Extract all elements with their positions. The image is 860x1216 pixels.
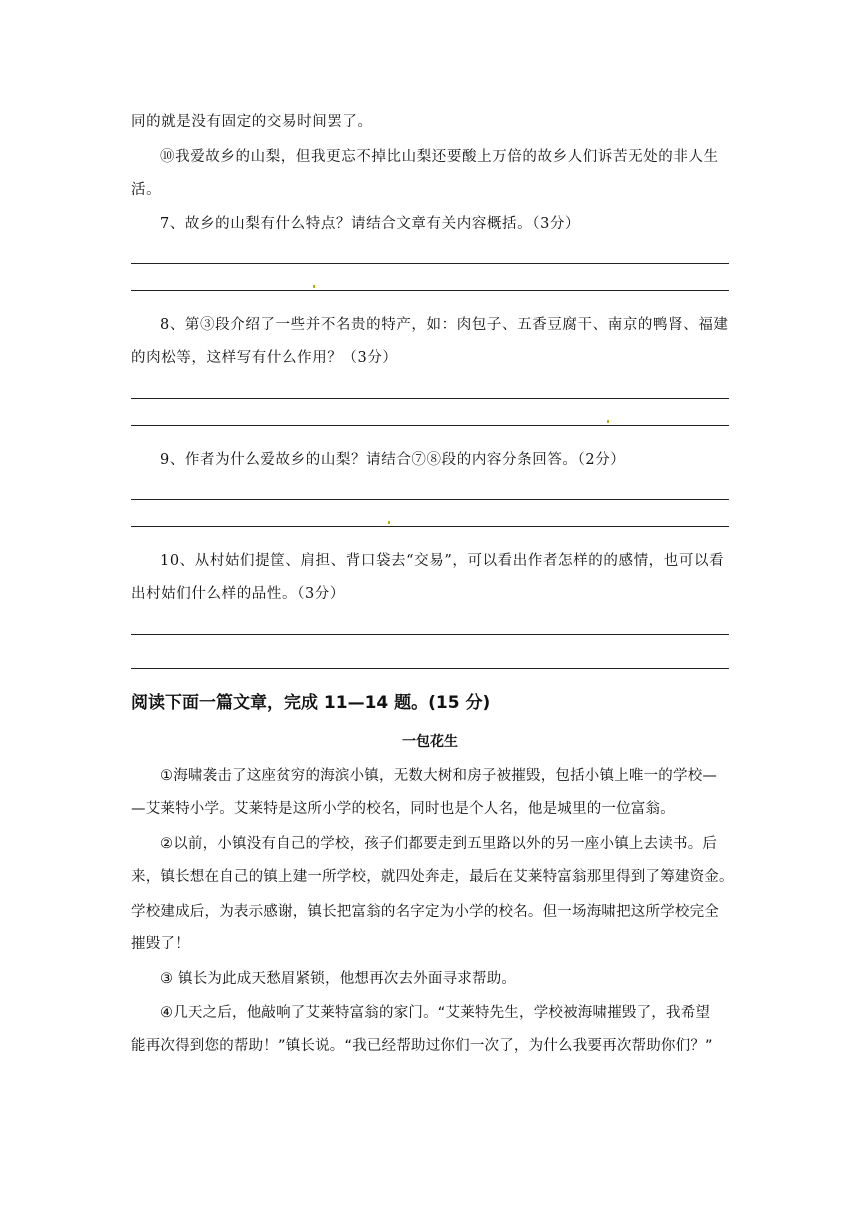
answer-line[interactable] bbox=[131, 526, 729, 527]
story-line: —艾莱特小学。艾莱特是这所小学的校名，同时也是个人名，他是城里的一位富翁。 bbox=[131, 801, 675, 817]
answer-line[interactable] bbox=[131, 398, 729, 399]
answer-line[interactable] bbox=[131, 290, 729, 291]
answer-line[interactable] bbox=[131, 263, 729, 264]
answer-line[interactable] bbox=[131, 668, 729, 669]
answer-line[interactable] bbox=[131, 499, 729, 500]
speck-mark bbox=[388, 521, 390, 524]
question-8: 8、第③段介绍了一些并不名贵的特产，如：肉包子、五香豆腐干、南京的鸭肾、福建 bbox=[160, 317, 729, 333]
question-10-cont: 出村姑们什么样的品性。（3分） bbox=[131, 586, 345, 602]
speck-mark bbox=[313, 285, 315, 288]
story-title: 一包花生 bbox=[402, 734, 458, 750]
answer-line[interactable] bbox=[131, 634, 729, 635]
question-7: 7、故乡的山梨有什么特点？请结合文章有关内容概括。（3分） bbox=[160, 216, 581, 232]
story-line: 来，镇长想在自己的镇上建一所学校，就四处奔走，最后在艾莱特富翁那里得到了筹建资金。 bbox=[131, 869, 734, 885]
story-line: 学校建成后，为表示感谢，镇长把富翁的名字定为小学的校名。但一场海啸把这所学校完全 bbox=[131, 904, 719, 920]
text-line: 活。 bbox=[131, 182, 162, 198]
story-paragraph-1: ①海啸袭击了这座贫穷的海滨小镇，无数大树和房子被摧毁，包括小镇上唯一的学校— bbox=[160, 768, 718, 784]
story-paragraph-3: ③ 镇长为此成天愁眉紧锁，他想再次去外面寻求帮助。 bbox=[160, 971, 517, 987]
speck-mark bbox=[607, 420, 609, 423]
paragraph-10: ⑩我爱故乡的山梨，但我更忘不掉比山梨还要酸上万倍的故乡人们诉苦无处的非人生 bbox=[160, 149, 719, 165]
story-line: 能再次得到您的帮助！”镇长说。“我已经帮助过你们一次了，为什么我要再次帮助你们？” bbox=[131, 1038, 713, 1054]
story-paragraph-2: ②以前，小镇没有自己的学校，孩子们都要走到五里路以外的另一座小镇上去读书。后 bbox=[160, 836, 718, 852]
question-10: 10、从村姑们提筐、肩担、背口袋去“交易”，可以看出作者怎样的的感情，也可以看 bbox=[160, 553, 725, 569]
question-9: 9、作者为什么爱故乡的山梨？请结合⑦⑧段的内容分条回答。（2分） bbox=[160, 452, 626, 468]
story-paragraph-4: ④几天之后，他敲响了艾莱特富翁的家门。“艾莱特先生，学校被海啸摧毁了，我希望 bbox=[160, 1005, 711, 1021]
text-line: 同的就是没有固定的交易时间罢了。 bbox=[131, 114, 373, 130]
section-heading: 阅读下面一篇文章，完成 11—14 题。(15 分) bbox=[131, 693, 491, 713]
story-line: 摧毁了！ bbox=[131, 936, 190, 952]
answer-line[interactable] bbox=[131, 425, 729, 426]
question-8-cont: 的肉松等，这样写有什么作用？（3分） bbox=[131, 350, 398, 366]
